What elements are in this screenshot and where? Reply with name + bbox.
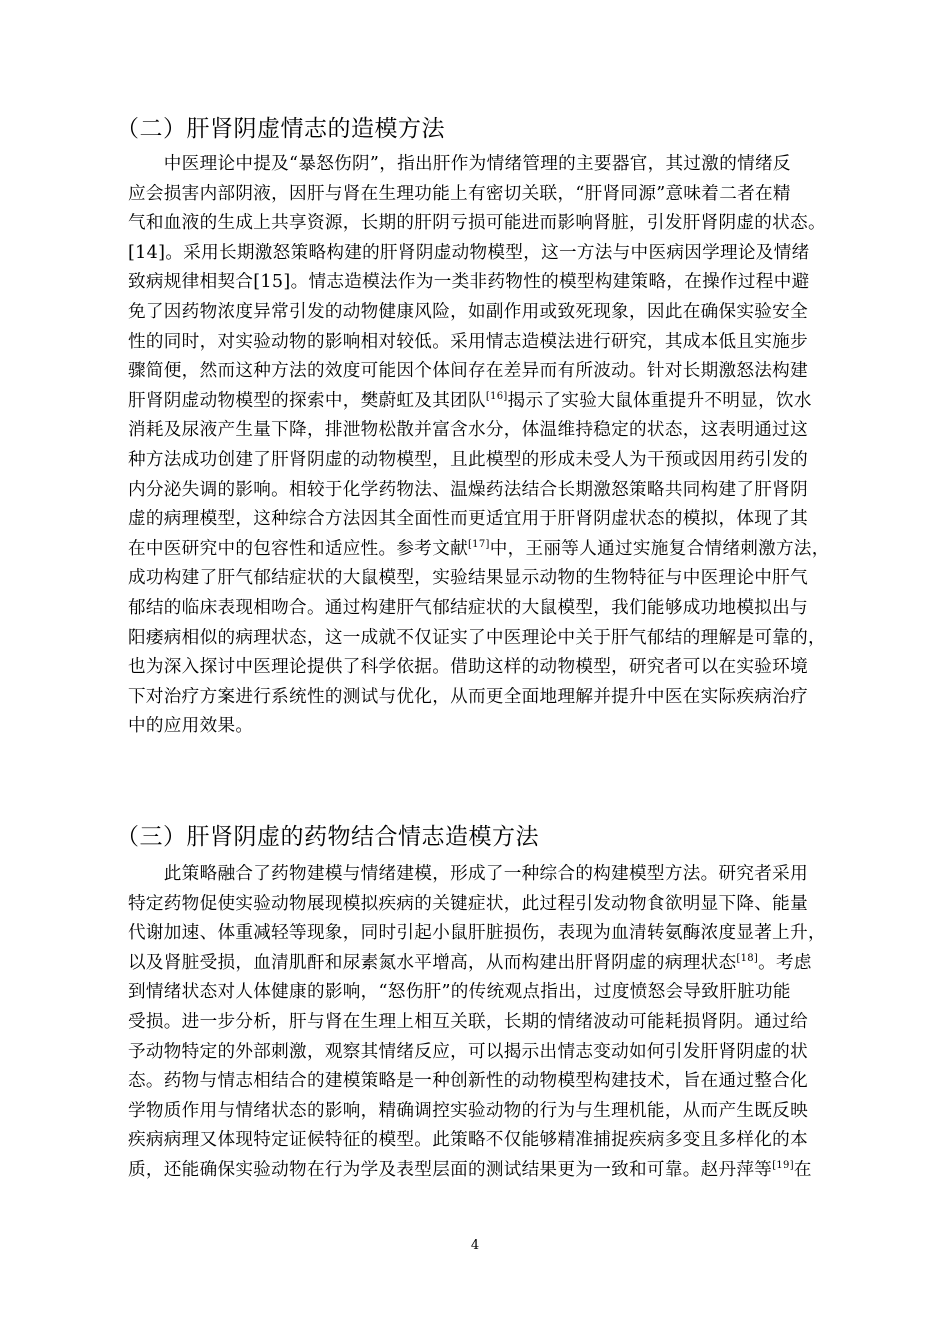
text-line: 质，还能确保实验动物在行为学及表型层面的测试结果更为一致和可靠。赵丹萍等[19]在 [128, 1159, 812, 1180]
citation-marker: [18] [736, 952, 759, 964]
text-line: [14]。采用长期激怒策略构建的肝肾阴虚动物模型，这一方法与中医病因学理论及情绪 [128, 242, 810, 263]
text-line: 态。药物与情志相结合的建模策略是一种创新性的动物模型构建技术，旨在通过整合化 [128, 1071, 808, 1092]
section-heading-2: （二）肝肾阴虚情志的造模方法 [116, 116, 445, 142]
text-line: 学物质作用与情绪状态的影响，精确调控实验动物的行为与生理机能，从而产生既反映 [128, 1100, 808, 1121]
text-line: 中的应用效果。 [128, 716, 254, 737]
text-line: 消耗及尿液产生量下降，排泄物松散并富含水分，体温维持稳定的状态，这表明通过这 [128, 420, 808, 441]
text-line: 以及肾脏受损，血清肌酐和尿素氮水平增高，从而构建出肝肾阴虚的病理状态[18]。考虑 [128, 952, 812, 973]
text-line: 气和血液的生成上共享资源，长期的肝阴亏损可能进而影响肾脏，引发肝肾阴虚的状态。 [128, 213, 826, 234]
text-line: 予动物特定的外部刺激，观察其情绪反应，可以揭示出情志变动如何引发肝肾阴虚的状 [128, 1041, 808, 1062]
text-line: 性的同时，对实验动物的影响相对较低。采用情志造模法进行研究，其成本低且实施步 [128, 331, 808, 352]
text-line: 中医理论中提及“暴怒伤阴”，指出肝作为情绪管理的主要器官，其过激的情绪反 [128, 154, 791, 174]
text-line: 内分泌失调的影响。相较于化学药物法、温燥药法结合长期激怒策略共同构建了肝肾阴 [128, 479, 808, 500]
text-line: 受损。进一步分析，肝与肾在生理上相互关联，长期的情绪波动可能耗损肾阴。通过给 [128, 1011, 808, 1032]
text-line: 也为深入探讨中医理论提供了科学依据。借助这样的动物模型，研究者可以在实验环境 [128, 657, 808, 678]
section-heading-3: （三）肝肾阴虚的药物结合情志造模方法 [116, 824, 539, 850]
text-line: 在中医研究中的包容性和适应性。参考文献[17]中，王丽等人通过实施复合情绪刺激方法， [128, 538, 830, 559]
text-line: 成功构建了肝气郁结症状的大鼠模型，实验结果显示动物的生物特征与中医理论中肝气 [128, 568, 808, 589]
text-line: 此策略融合了药物建模与情绪建模，形成了一种综合的构建模型方法。研究者采用 [128, 864, 808, 884]
citation-marker: [19] [772, 1159, 794, 1171]
text-line: 致病规律相契合[15]。情志造模法作为一类非药物性的模型构建策略，在操作过程中避 [128, 272, 810, 293]
citation-marker: [17] [467, 538, 490, 550]
section-2-paragraph [128, 150, 858, 742]
text-line: 骤简便，然而这种方法的效度可能因个体间存在差异而有所波动。针对长期激怒法构建 [128, 361, 808, 382]
text-line: 阳痿病相似的病理状态，这一成就不仅证实了中医理论中关于肝气郁结的理解是可靠的， [128, 627, 826, 648]
text-line: 虚的病理模型，这种综合方法因其全面性而更适宜用于肝肾阴虚状态的模拟，体现了其 [128, 509, 808, 530]
text-line: 肝肾阴虚动物模型的探索中，樊蔚虹及其团队[16]揭示了实验大鼠体重提升不明显，饮水 [128, 390, 812, 411]
text-line: 免了因药物浓度异常引发的动物健康风险，如副作用或致死现象，因此在确保实验安全 [128, 301, 808, 322]
page-number: 4 [470, 1238, 480, 1253]
text-line: 种方法成功创建了肝肾阴虚的动物模型，且此模型的形成未受人为干预或因用药引发的 [128, 449, 808, 470]
text-line: 疾病病理又体现特定证候特征的模型。此策略不仅能够精准捕捉疾病多变且多样化的本 [128, 1130, 808, 1151]
text-line: 下对治疗方案进行系统性的测试与优化，从而更全面地理解并提升中医在实际疾病治疗 [128, 686, 808, 707]
text-line: 郁结的临床表现相吻合。通过构建肝气郁结症状的大鼠模型，我们能够成功地模拟出与 [128, 597, 808, 618]
text-line: 代谢加速、体重减轻等现象，同时引起小鼠肝脏损伤，表现为血清转氨酶浓度显著上升， [128, 923, 826, 944]
text-line: 特定药物促使实验动物展现模拟疾病的关键症状，此过程引发动物食欲明显下降、能量 [128, 893, 808, 914]
text-line: 到情绪状态对人体健康的影响，“怒伤肝”的传统观点指出，过度愤怒会导致肝脏功能 [128, 982, 791, 1003]
citation-marker: [16] [485, 390, 508, 402]
text-line: 应会损害内部阴液，因肝与肾在生理功能上有密切关联，“肝肾同源”意味着二者在精 [128, 183, 791, 204]
section-3-paragraph [128, 860, 858, 1186]
